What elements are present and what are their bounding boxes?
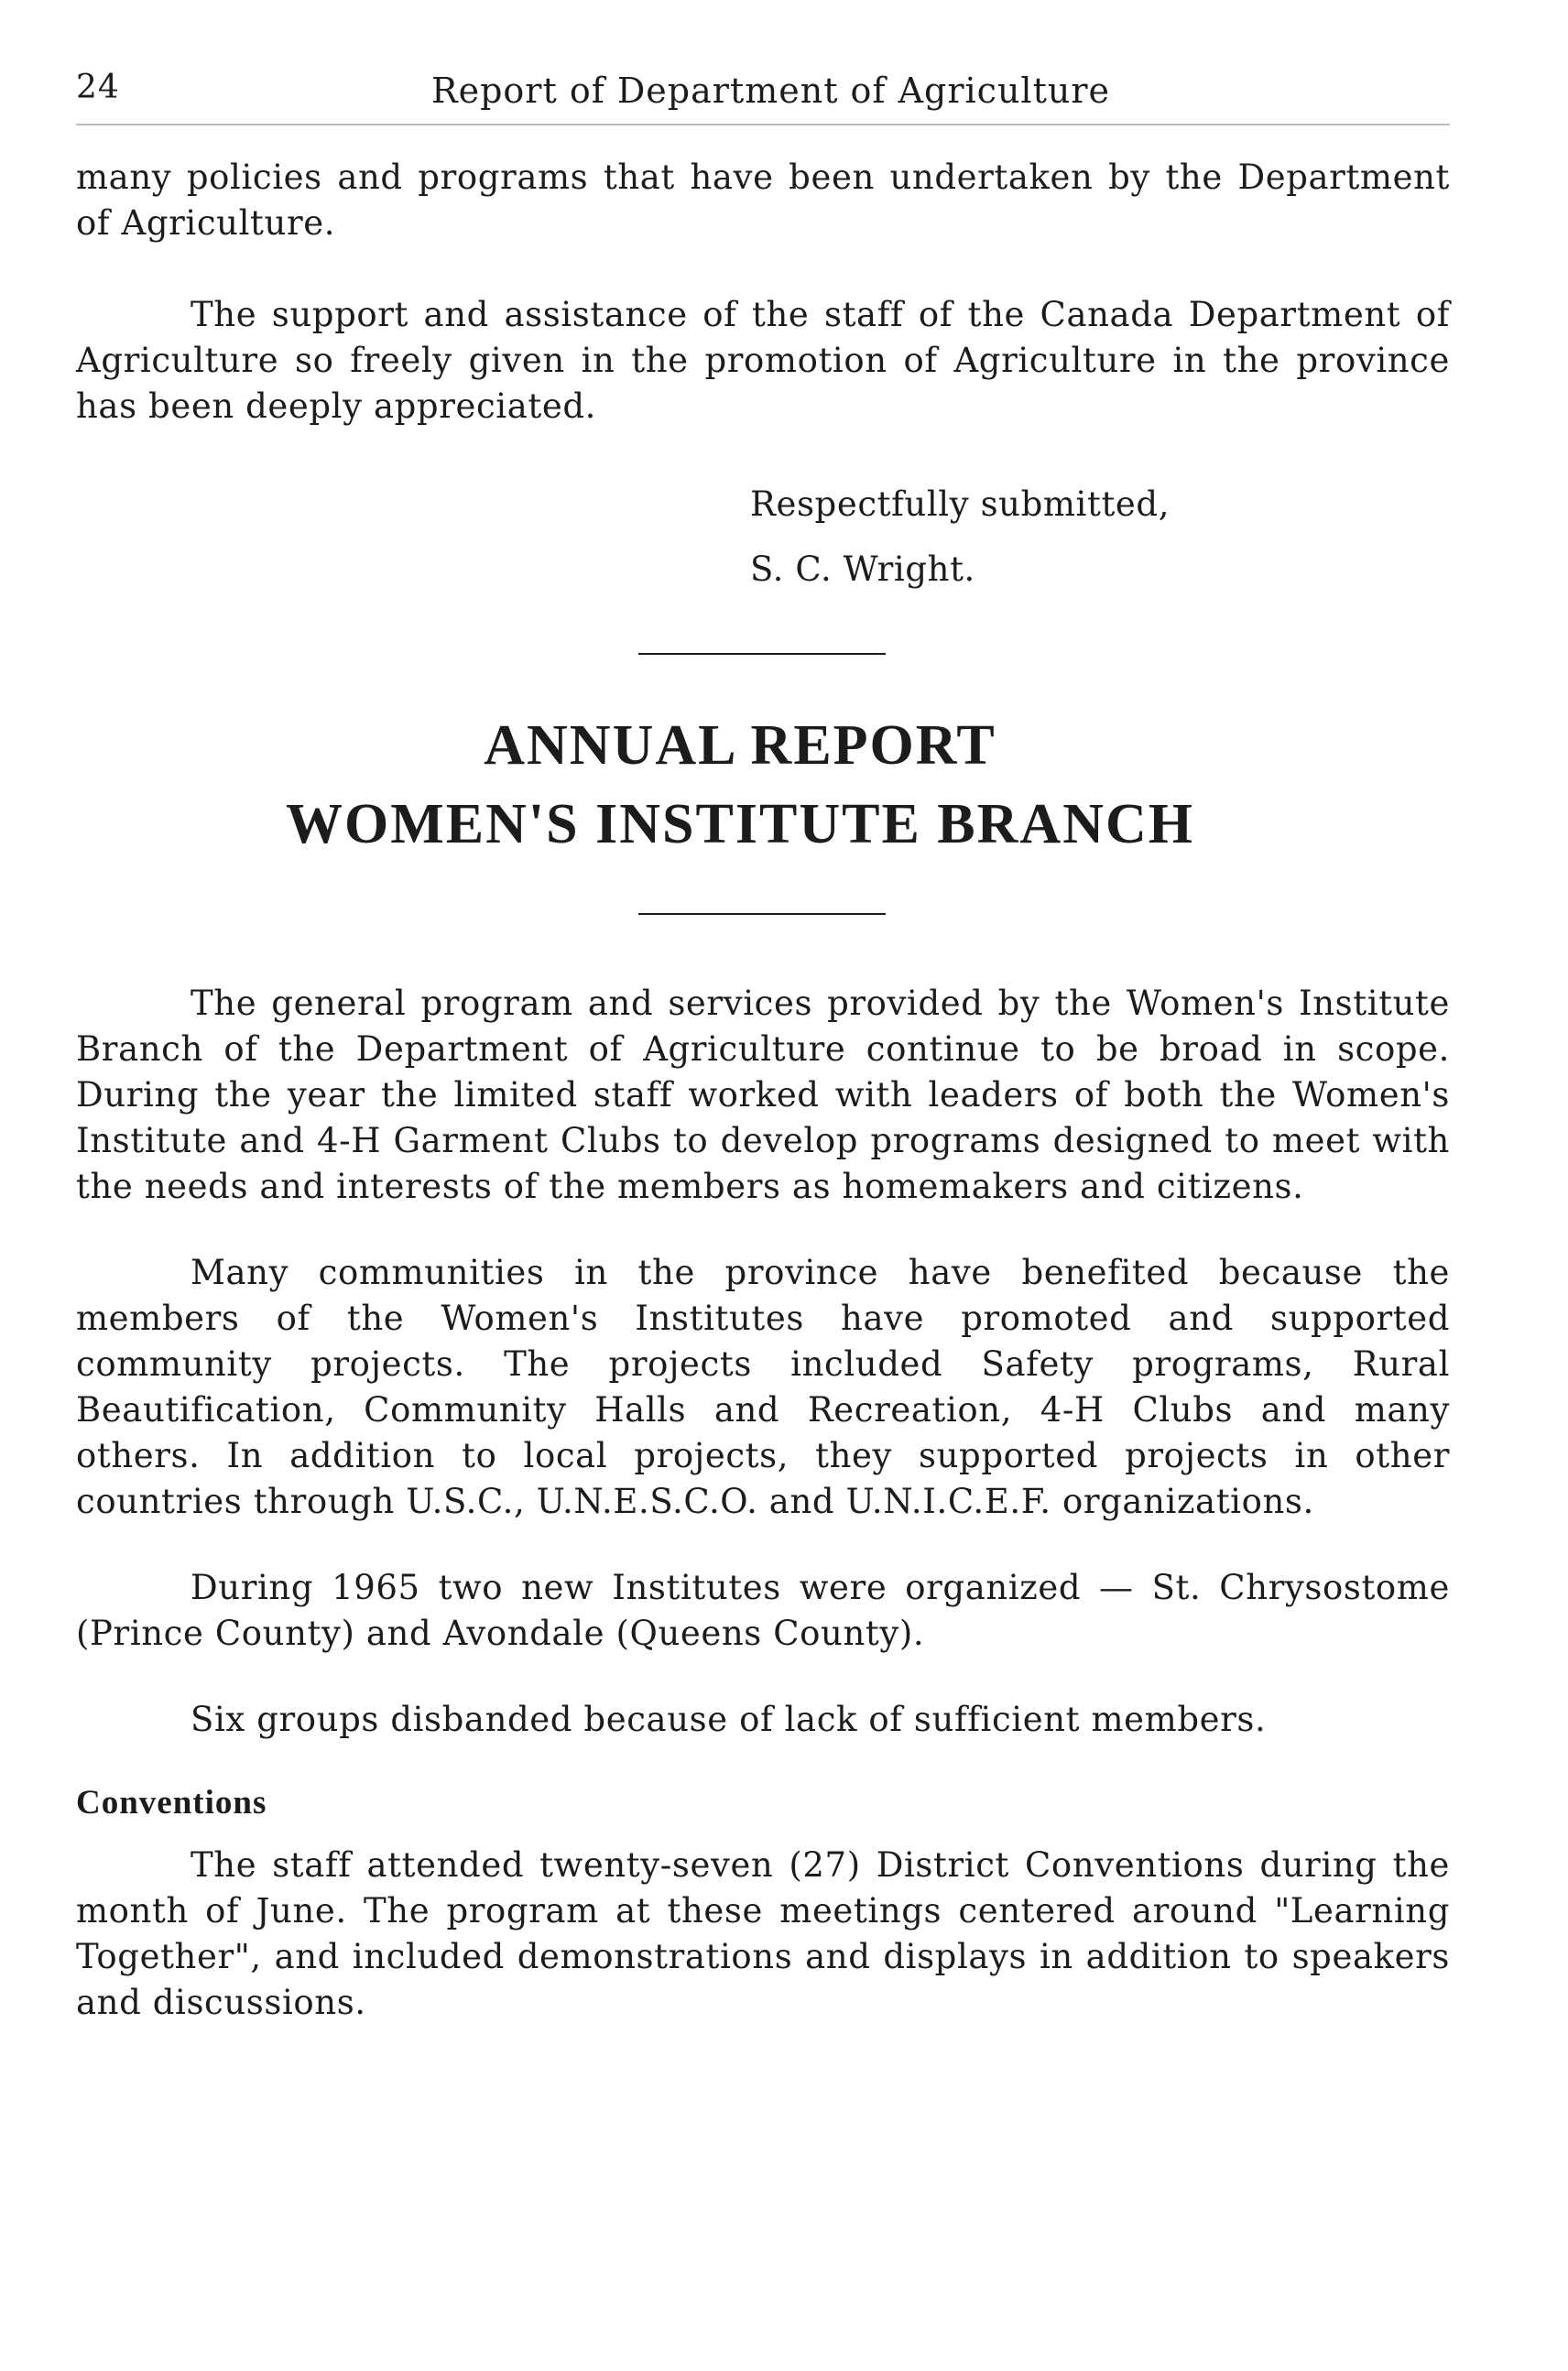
general-program-paragraph: The general program and services provided by the Women's Institute Branch of the Department of Agriculture continue to be broad in scope. During the year the limited staff worked with leaders of both the Women's Institute and 4-H Garment Clubs to develop programs designed to meet with the needs and interests of the members as homemakers and citizens. xyxy=(76,984,1450,1206)
signature-name: S. C. Wright. xyxy=(750,549,975,589)
conventions-heading: Conventions xyxy=(76,1784,267,1822)
section-title-annual-report: ANNUAL REPORT xyxy=(484,714,996,777)
section-title-womens-institute: WOMEN'S INSTITUTE BRANCH xyxy=(286,793,1194,855)
conventions-paragraph: The staff attended twenty-seven (27) District Conventions during the month of June. The program at these meetings centered around "Learning Together", and included demonstrations and displays in addition to speakers and discussions. xyxy=(76,1845,1450,2022)
continued-paragraph: many policies and programs that have been undertaken by the Department of Agriculture. xyxy=(76,158,1450,243)
disbanded-groups-paragraph: Six groups disbanded because of lack of sufficient members. xyxy=(191,1700,1267,1739)
running-header xyxy=(76,50,1450,125)
communities-paragraph: Many communities in the province have benefited because the members of the Women's Institutes have promoted and supported community projects. The projects included Safety programs, Rural Beautification, Community Halls and Recreation, 4-H Clubs and many others. In addition to local projects, they supported projects in other countries through U.S.C., U.N.E.S.C.O. and U.N.I.C.E.F. organizations. xyxy=(76,1253,1450,1521)
page-number: 24 xyxy=(76,69,120,106)
new-institutes-paragraph: During 1965 two new Institutes were organized — St. Chrysostome (Prince County) and Avondale (Queens County). xyxy=(76,1568,1450,1653)
signature-closing: Respectfully submitted, xyxy=(750,484,1171,524)
running-title: Report of Department of Agriculture xyxy=(431,71,1110,111)
support-paragraph: The support and assistance of the staff of the Canada Department of Agriculture so freely given in the promotion of Agriculture in the province has been deeply appreciated. xyxy=(76,295,1450,426)
document-page xyxy=(76,50,1450,2026)
section-divider-bottom xyxy=(638,913,886,915)
section-divider-top xyxy=(638,653,886,655)
